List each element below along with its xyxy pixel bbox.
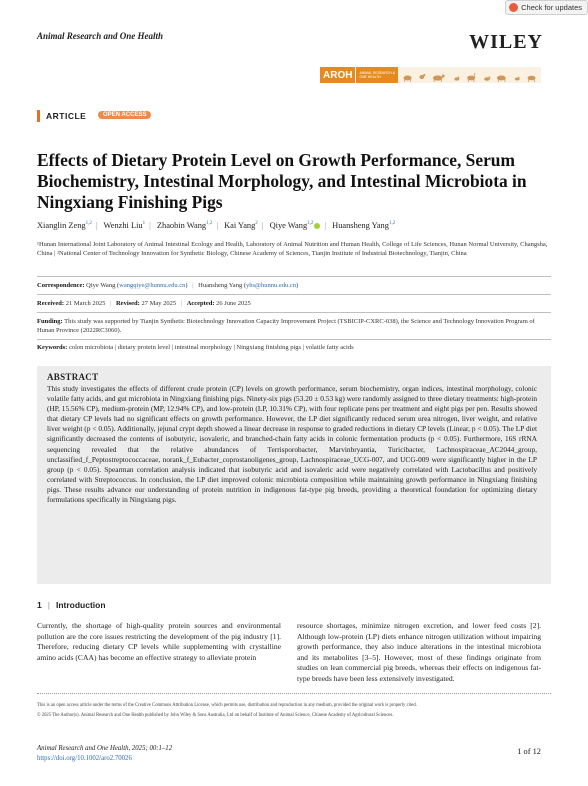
- check-updates-label: Check for updates: [521, 3, 582, 12]
- body-column-right: resource shortages, minimize nitrogen excretion, and lower feed costs [2]. Although low-protein (LP) diets enhance nitrogen utilization without impairing growth performance, they also induce alterations in the intestinal microbiota and its metabolites [3–5]. However, most of these findings originate from studies on lean commercial pig breeds, whereas their effects on indigenous fat-type breeds have been less extensively investigated.: [297, 621, 541, 683]
- author-separator: |: [216, 221, 219, 230]
- footer-divider: [37, 693, 551, 694]
- divider: [37, 294, 551, 295]
- author-affiliation-marker: 2: [255, 221, 258, 227]
- abstract-heading: ABSTRACT: [47, 372, 99, 382]
- divider: [37, 276, 551, 277]
- funding-statement: Funding: This study was supported by Tianjin Synthetic Biotechnology Innovation Capacity Improvement Project (TSBICIP-CXRC-038), the Science and Technology Innovation Program of Hunan Province (2022RC3060).: [37, 318, 535, 334]
- divider: [37, 339, 551, 340]
- journal-name: Animal Research and One Health: [37, 31, 164, 41]
- author-list: [37, 221, 395, 230]
- author-name[interactable]: Kai Yang: [224, 221, 256, 230]
- article-dates: Received: 21 March 2025 | Revised: 27 May 2025 | Accepted: 26 June 2025: [37, 300, 251, 307]
- license-line: This is an open access article under the terms of the Creative Commons Attribution License, which permits use, distribution and reproduction in any medium, provided the original work is properly cited.: [37, 703, 417, 708]
- section-heading: 1 | Introduction: [37, 600, 106, 610]
- divider: [37, 312, 551, 313]
- author-affiliation-marker: 1: [142, 221, 146, 227]
- author-affiliation-marker: 1,2: [307, 221, 314, 227]
- journal-acronym: AROH: [320, 67, 355, 83]
- page-number: 1 of 12: [517, 747, 541, 756]
- journal-banner-subtitle: ANIMAL RESEARCH & ONE HEALTH: [355, 67, 397, 83]
- orcid-icon[interactable]: [314, 223, 320, 229]
- animals-banner-icon: [398, 67, 541, 83]
- paper-title: Effects of Dietary Protein Level on Growth Performance, Serum Biochemistry, Intestinal Morphology, and Intestinal Microbiota in Ningxiang Finishing Pigs: [37, 150, 527, 212]
- author-separator: |: [95, 221, 98, 230]
- article-type-marker: [37, 110, 40, 122]
- author-affiliation-marker: 1,2: [206, 221, 213, 227]
- author-name[interactable]: Huansheng Yang: [332, 221, 389, 230]
- author-separator: |: [261, 221, 264, 230]
- author-affiliation-marker: 1,2: [85, 221, 92, 227]
- article-type-label: ARTICLE: [46, 111, 87, 121]
- check-updates-button[interactable]: [505, 0, 588, 15]
- author-separator: |: [324, 221, 327, 230]
- publisher-logo: WILEY: [469, 31, 543, 53]
- author-affiliation-marker: 1,2: [388, 221, 396, 227]
- body-column-left: Currently, the shortage of high-quality protein sources and environmental pollution are the core issues restricting the development of the pig industry [1]. Therefore, reducing dietary CP levels while supplementing with crystalline amino acids (CAA) has become an effective strategy to alleviate protein: [37, 621, 281, 662]
- open-access-badge[interactable]: OPEN ACCESS: [98, 111, 151, 119]
- correspondence: Correspondence: Qiye Wang (wangqiye@hunnu.edu.cn) | Huansheng Yang (yhs@hunnu.edu.cn): [37, 282, 299, 289]
- author-separator: |: [149, 221, 151, 230]
- journal-banner: [320, 67, 541, 83]
- abstract-box: [37, 366, 551, 584]
- email-link[interactable]: yhs@hunnu.edu.cn: [246, 282, 297, 289]
- author-name[interactable]: Xianglin Zeng: [37, 221, 86, 230]
- copyright-line: © 2025 The Author(s). Animal Research and One Health published by John Wiley & Sons Australia, Ltd on behalf of Institute of Animal Science, Chinese Academy of Agricultural Sciences.: [37, 712, 394, 718]
- keywords: Keywords: colon microbiota | dietary protein level | intestinal morphology | Ningxiang finishing pigs | volatile fatty acids: [37, 344, 354, 351]
- update-icon: [509, 3, 518, 12]
- footer-citation: Animal Research and One Health, 2025; 00:1–12: [37, 745, 173, 752]
- license-notice: [37, 702, 551, 719]
- author-name[interactable]: Zhaobin Wang: [156, 221, 207, 230]
- abstract-text: This study investigates the effects of different crude protein (CP) levels on growth performance, serum biochemistry, organ indices, intestinal morphology, colonic volatile fatty acids, and gut microbiota in Ningxiang finishing pigs. Ninety-six pigs (53.20 ± 0.53 kg) were randomly assigned to three dietary treatments: high-protein (HP, 15.56% CP), medium-protein (MP, 12.94% CP), and low-protein (LP, 10.31% CP), with four replicate pens per treatment and eight pigs per pen. Results showed that dietary CP levels had no significant effects on growth performance. However, the LP diet significantly reduced serum urea nitrogen, liver weight, and relative liver weight (p < 0.05). Additionally, jejunal crypt depth showed a linear decrease in response to graded reductions in dietary CP levels (Linear, p < 0.05). The LP diet significantly decreased the contents of isobutyric, isovaleric, and branched-chain fatty acids in colonic fermentation products (p < 0.05). Furthermore, 16S rRNA sequencing revealed that the relative abundances of Terrisporobacter, Marvinbryantia, Turicibacter, Lachnospiraceae_AC2044_group, unclassified_f_Peptostreptococcaceae, norank_f_Eubacter_coprostanoligenes_group, Lachnospiraceae_UCG-007, and UCG-009 were significantly higher in the LP group (p < 0.05). Spearman correlation analysis indicated that isobutyric acid and isovaleric acid were negatively correlated with Lactobacillus and positively correlated with Streptococcus. In conclusion, the LP diet improved colonic microbiota composition while maintaining growth performance in Ningxiang finishing pigs. These results advance our understanding of protein nutrition in indigenous fat-type pig breeds, providing a theoretical foundation for optimizing dietary formulations specifically in Ningxiang pigs.: [47, 384, 537, 505]
- email-link[interactable]: wangqiye@hunnu.edu.cn: [119, 282, 186, 289]
- author-name[interactable]: Qiye Wang: [269, 221, 308, 230]
- doi-link[interactable]: https://doi.org/10.1002/aro2.70026: [37, 755, 132, 762]
- author-name[interactable]: Wenzhi Liu: [103, 221, 143, 230]
- affiliations: ¹Hunan International Joint Laboratory of Animal Intestinal Ecology and Health, Laboratory of Animal Nutrition and Human Health, College of Life Sciences, Hunan Normal University, Changsha, China | ²National Center of Technology Innovation for Synthetic Biology, Chinese Academy of Sciences, Tianjin Institute of Industrial Biotechnology, Tianjin, China: [37, 241, 548, 258]
